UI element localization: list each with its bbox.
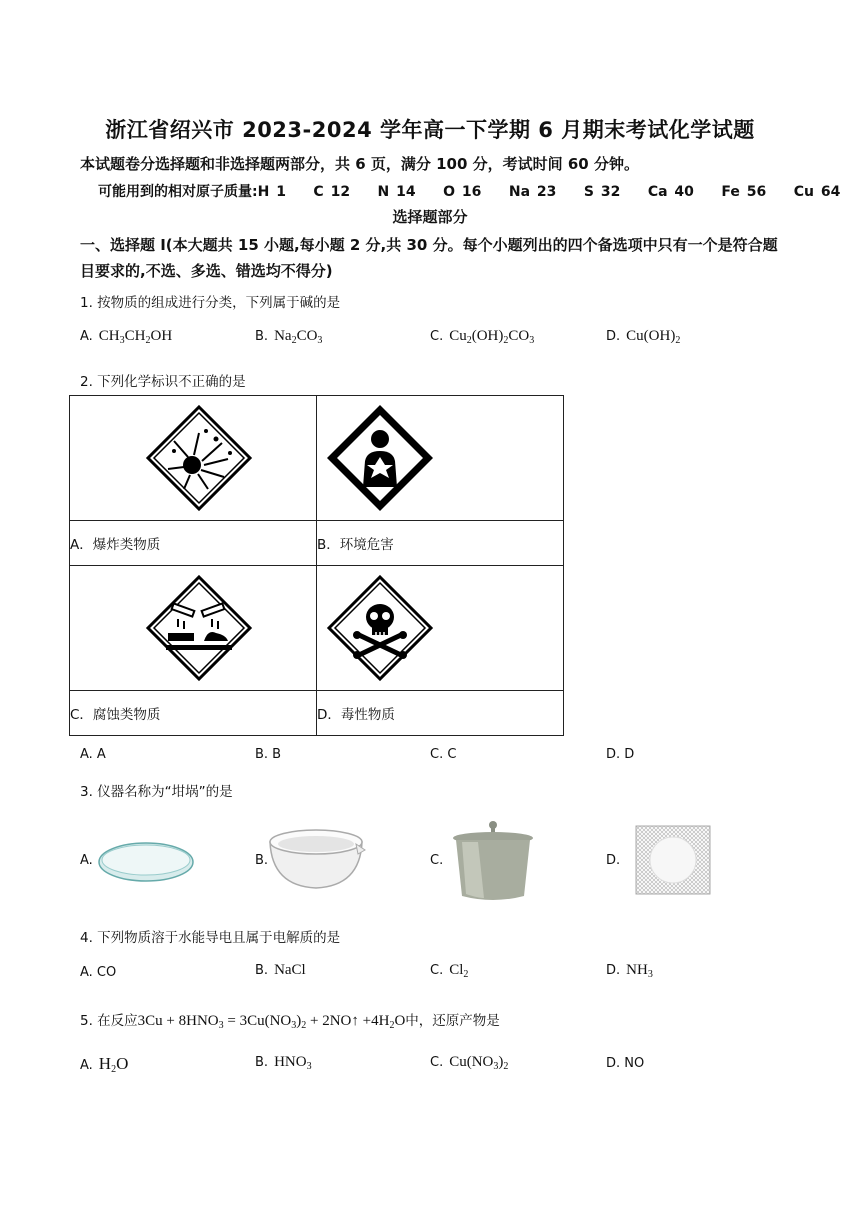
q3-option-c[interactable] bbox=[430, 853, 443, 868]
q1-option-d[interactable]: D. $Cu(OH)_2$ bbox=[606, 328, 681, 346]
option-label: D. bbox=[606, 963, 621, 978]
q4-option-c[interactable]: C. $Cl_2$ bbox=[430, 962, 469, 980]
watch-glass-icon bbox=[96, 836, 196, 886]
option-label: D. bbox=[606, 853, 621, 868]
q5-stem bbox=[80, 1009, 500, 1030]
q2-option-c[interactable]: C. C bbox=[430, 747, 457, 762]
atomic-masses: 可能用到的相对原子质量:H 1 C 12 N 14 O 16 Na 23 S 32 Ca 40 Fe 56 Cu 64 bbox=[98, 184, 841, 200]
option-label: B. bbox=[255, 853, 269, 868]
q2-option-a[interactable]: A. A bbox=[80, 747, 106, 762]
page-title: 浙江省绍兴市 2023-2024 学年高一下学期 6 月期末考试化学试题 bbox=[105, 118, 755, 142]
q4-stem: 4. 下列物质溶于水能导电且属于电解质的是 bbox=[80, 930, 341, 946]
evaporating-dish-icon bbox=[266, 822, 366, 894]
wire-gauze-icon bbox=[634, 824, 712, 896]
q1-option-b[interactable]: B. $Na_2CO_3$ bbox=[255, 328, 323, 346]
q2-stem: 2. 下列化学标识不正确的是 bbox=[80, 374, 246, 390]
hazard-table bbox=[69, 395, 564, 736]
part-heading: 选择题部分 bbox=[392, 208, 468, 226]
corrosive-icon bbox=[144, 573, 254, 683]
hazard-caption-a: A．爆炸类物质 bbox=[70, 521, 317, 566]
hazard-caption-b: B．环境危害 bbox=[317, 521, 564, 566]
hazard-cell-d bbox=[317, 566, 564, 691]
section-heading: 一、选择题 I(本大题共 15 小题,每小题 2 分,共 30 分。每个小题列出的四个备选项中只有一个是符合题目要求的,不选、多选、错选均不得分) bbox=[80, 236, 778, 280]
q5-option-b[interactable]: B. $HNO_3$ bbox=[255, 1054, 312, 1072]
q1-option-c[interactable]: C. $Cu_2(OH)_2CO_3$ bbox=[430, 328, 535, 346]
option-label: C. bbox=[430, 1055, 444, 1070]
q4-option-d[interactable]: D. $NH_3$ bbox=[606, 962, 653, 980]
q3-option-a[interactable] bbox=[80, 853, 93, 868]
q3-stem: 3. 仪器名称为“坩埚”的是 bbox=[80, 784, 233, 800]
skull-crossbones-icon bbox=[325, 573, 435, 683]
q2-option-d[interactable]: D. D bbox=[606, 747, 635, 762]
option-label: B. bbox=[255, 329, 269, 344]
option-label: A. bbox=[80, 1058, 93, 1073]
q5-option-d[interactable]: D. NO bbox=[606, 1056, 645, 1071]
explosive-icon bbox=[144, 403, 254, 513]
hazard-cell-b bbox=[317, 396, 564, 521]
q1-option-a[interactable]: A. $CH_3CH_2OH$ bbox=[80, 328, 173, 346]
q4-option-b[interactable]: B. NaCl bbox=[255, 962, 306, 978]
exam-intro: 本试题卷分选择题和非选择题两部分，共 6 页，满分 100 分，考试时间 60 分钟。 bbox=[80, 155, 639, 173]
hazard-caption-d: D．毒性物质 bbox=[317, 691, 564, 736]
q4-option-a[interactable]: A. CO bbox=[80, 965, 117, 980]
option-label: B. bbox=[255, 1055, 269, 1070]
hazard-caption-c: C．腐蚀类物质 bbox=[70, 691, 317, 736]
option-label: B. bbox=[255, 963, 269, 978]
option-label: D. bbox=[606, 329, 621, 344]
option-label: A. bbox=[80, 853, 93, 868]
q5-prefix: 5. 在反应 bbox=[80, 1013, 138, 1029]
health-hazard-icon bbox=[325, 403, 435, 513]
crucible-icon bbox=[448, 818, 538, 904]
q5-option-c[interactable]: C. $Cu(NO_3)_2$ bbox=[430, 1054, 509, 1072]
q5-equation: $3Cu + 8HNO_3 = 3Cu(NO_3)_2$ + 2NO↑ $+4H_2O$ bbox=[137, 1013, 406, 1031]
option-label: C. bbox=[430, 329, 444, 344]
q5-suffix: 中，还原产物是 bbox=[405, 1013, 500, 1029]
q3-option-d[interactable] bbox=[606, 853, 620, 868]
option-label: A. bbox=[80, 329, 93, 344]
q2-option-b[interactable]: B. B bbox=[255, 747, 282, 762]
option-label: C. bbox=[430, 963, 444, 978]
hazard-cell-c bbox=[70, 566, 317, 691]
hazard-cell-a bbox=[70, 396, 317, 521]
q1-stem: 1. 按物质的组成进行分类，下列属于碱的是 bbox=[80, 295, 341, 311]
option-label: C. bbox=[430, 853, 444, 868]
q5-option-a[interactable]: A. $H_2O$ bbox=[80, 1054, 129, 1075]
